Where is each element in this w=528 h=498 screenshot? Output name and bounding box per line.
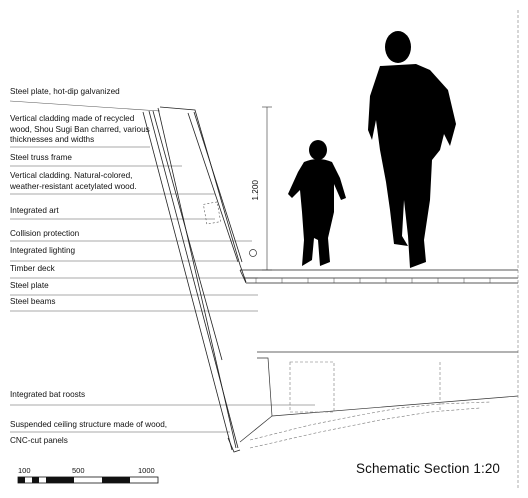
label-vertical-cladding-acetylated: Vertical cladding. Natural-colored, weather-resistant acetylated wood.	[10, 171, 137, 191]
child-silhouette	[288, 140, 346, 266]
scale-label-100: 100	[18, 466, 31, 475]
label-suspended-ceiling: Suspended ceiling structure made of wood, CNC-cut panels	[10, 420, 168, 445]
label-timber-deck: Timber deck	[10, 264, 55, 273]
leader-lines	[10, 101, 315, 432]
timber-deck-drawing	[240, 270, 518, 283]
label-integrated-bat-roosts: Integrated bat roosts	[10, 390, 86, 399]
label-steel-plate-galvanized: Steel plate, hot-dip galvanized	[10, 87, 120, 96]
inclined-wall-structure	[143, 107, 246, 452]
scale-label-500: 500	[72, 466, 85, 475]
integrated-art-marker	[203, 202, 220, 224]
scale-label-1000: 1000	[138, 466, 155, 475]
label-steel-plate: Steel plate	[10, 281, 49, 290]
label-integrated-lighting: Integrated lighting	[10, 246, 76, 255]
dimension-value: 1.200	[250, 180, 260, 201]
label-steel-beams: Steel beams	[10, 297, 56, 306]
label-integrated-art: Integrated art	[10, 206, 59, 215]
scale-bar	[18, 477, 158, 483]
drawing-title: Schematic Section 1:20	[356, 461, 501, 476]
deck-ticks	[256, 278, 490, 283]
label-collision-protection: Collision protection	[10, 229, 80, 238]
dimension-line	[262, 107, 272, 270]
lower-bridge-section	[240, 352, 518, 442]
label-steel-truss-frame: Steel truss frame	[10, 153, 72, 162]
adult-silhouette	[368, 31, 456, 268]
label-vertical-cladding-recycled: Vertical cladding made of recycled wood, Shou Sugi Ban charred, various thicknesses and widths	[10, 114, 150, 145]
collision-protection-marker	[250, 250, 257, 257]
